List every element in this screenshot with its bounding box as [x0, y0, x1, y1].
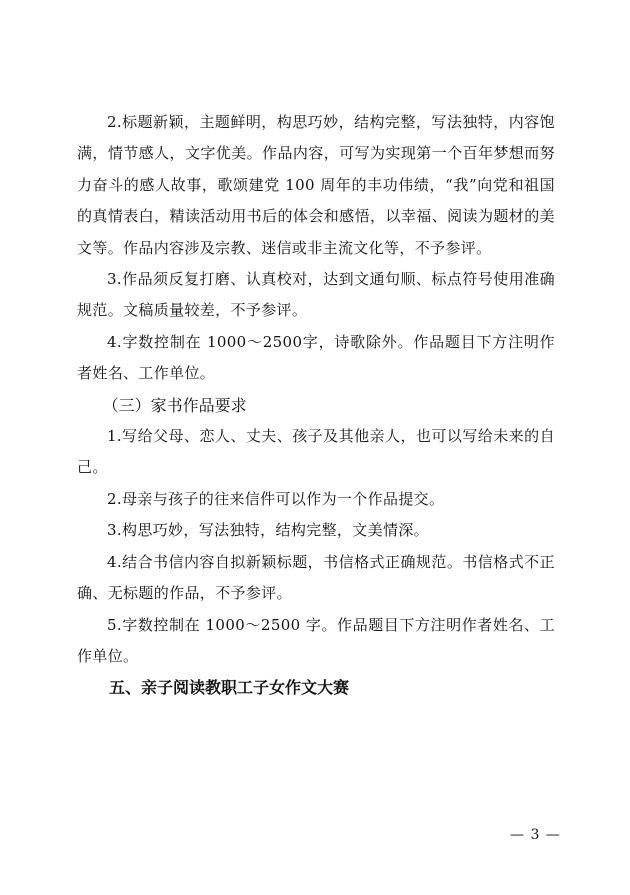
paragraph-letter-word-count: 5.字数控制在 1000～2500 字。作品题目下方注明作者姓名、工作单位。	[77, 615, 555, 665]
paragraph-letter-exchange: 2.母亲与孩子的往来信件可以作为一个作品提交。	[107, 489, 445, 508]
section-heading-essay-contest: 五、亲子阅读教职工子女作文大赛	[109, 678, 350, 698]
document-body	[77, 107, 555, 704]
paragraph-word-count: 4.字数控制在 1000～2500字，诗歌除外。作品题目下方注明作者姓名、工作单位。	[77, 332, 555, 383]
paragraph-letter-format: 4.结合书信内容自拟新颖标题，书信格式正确规范。书信格式不正确、无标题的作品，不予参评。	[77, 552, 555, 603]
paragraph-proofreading: 3.作品须反复打磨、认真校对，达到文通句顺、标点符号使用准确规范。文稿质量较差，不予参评。	[77, 270, 555, 320]
paragraph-title-requirements: 2.标题新颖，主题鲜明，构思巧妙，结构完整，写法独特，内容饱满，情节感人，文字优美。作品内容，可写为实现第一个百年梦想而努力奋斗的感人故事，歌颂建党 100 周年的丰功伟绩，“我”向党和祖国的真情表白，精读活动用书后的体会和感悟，以幸福、阅读为题材的美文等。作品内容涉及宗教、迷信或非主流文化等，不予参评。	[77, 113, 555, 257]
paragraph-letter-recipients: 1.写给父母、恋人、丈夫、孩子及其他亲人，也可以写给未来的自己。	[77, 427, 555, 477]
page-number: — 3 —	[510, 827, 561, 843]
paragraph-letter-style: 3.构思巧妙，写法独特，结构完整，文美情深。	[107, 521, 430, 540]
subheading-family-letter-requirements: （三）家书作品要求	[102, 395, 247, 415]
